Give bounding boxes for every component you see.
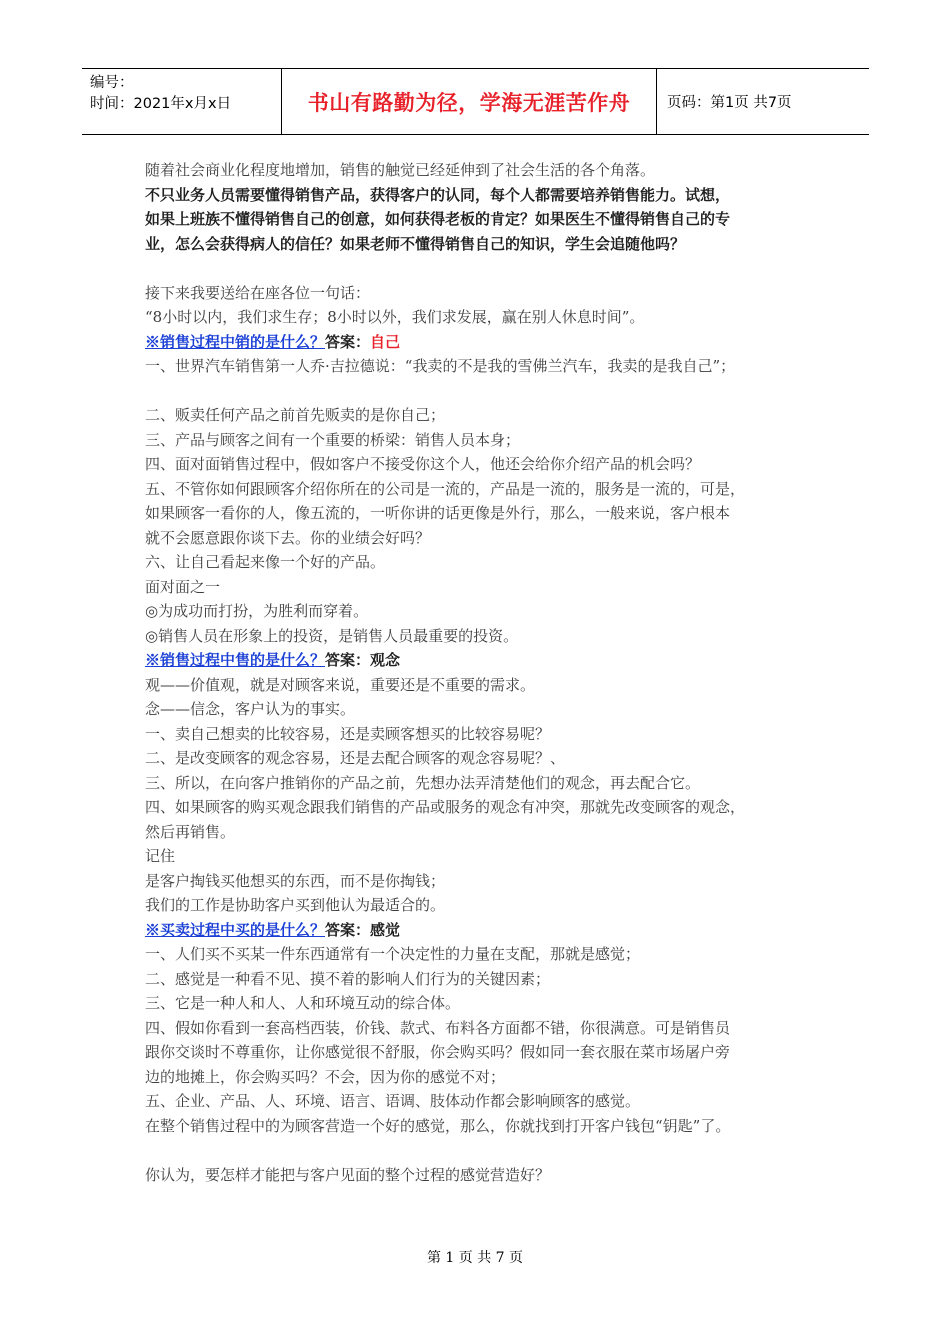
paragraph: 面对面之一 bbox=[145, 577, 221, 596]
paragraph: 二、感觉是一种看不见、摸不着的影响人们行为的关键因素； bbox=[145, 969, 551, 988]
question-heading-2 bbox=[145, 648, 815, 673]
paragraph: 三、它是一种人和人、人和环境互动的综合体。 bbox=[145, 994, 461, 1012]
blank-line bbox=[145, 379, 815, 404]
paragraph: 二、是改变顾客的观念容易，还是去配合顾客的观念容易呢？、 bbox=[145, 749, 566, 767]
paragraph: 我们的工作是协助客户买到他认为最适合的。 bbox=[145, 896, 446, 914]
answer-label: 答案：感觉 bbox=[325, 920, 401, 939]
paragraph: 记住 bbox=[145, 847, 176, 865]
blank-line bbox=[145, 1138, 815, 1163]
paragraph: 二、贩卖任何产品之前首先贩卖的是你自己； bbox=[145, 406, 446, 424]
header-meta-cell bbox=[82, 69, 282, 134]
paragraph: 一、世界汽车销售第一人乔·吉拉德说：“我卖的不是我的雪佛兰汽车，我卖的是我自己”； bbox=[145, 357, 736, 375]
paragraph: 随着社会商业化程度地增加，销售的触觉已经延伸到了社会生活的各个角落。 bbox=[145, 161, 656, 179]
paragraph: 三、产品与顾客之间有一个重要的桥梁：销售人员本身； bbox=[145, 430, 521, 449]
paragraph: ◎销售人员在形象上的投资，是销售人员最重要的投资。 bbox=[145, 626, 519, 645]
paragraph: 四、如果顾客的购买观念跟我们销售的产品或服务的观念有冲突，那就先改变顾客的观念， bbox=[145, 798, 746, 816]
paragraph: 五、企业、产品、人、环境、语言、语调、肢体动作都会影响顾客的感觉。 bbox=[145, 1092, 641, 1110]
paragraph: 然后再销售。 bbox=[145, 822, 236, 841]
page-number-cell bbox=[657, 69, 869, 134]
paragraph: 边的地摊上，你会购买吗？不会，因为你的感觉不对； bbox=[145, 1067, 506, 1086]
number-label: 编号： bbox=[90, 75, 134, 91]
paragraph: ◎为成功而打扮，为胜利而穿着。 bbox=[145, 602, 369, 620]
answer-label: 答案： bbox=[325, 332, 371, 351]
paragraph: 三、所以，在向客户推销你的产品之前，先想办法弄清楚他们的观念，再去配合它。 bbox=[145, 773, 701, 792]
blank-line bbox=[145, 256, 815, 281]
page-footer bbox=[0, 1247, 950, 1267]
paragraph: 观——价值观，就是对顾客来说，重要还是不重要的需求。 bbox=[145, 675, 536, 694]
paragraph: 五、不管你如何跟顾客介绍你所在的公司是一流的，产品是一流的，服务是一流的，可是， bbox=[145, 479, 746, 498]
answer-value: 自己 bbox=[370, 332, 401, 351]
paragraph: 一、卖自己想卖的比较容易，还是卖顾客想买的比较容易呢？ bbox=[145, 724, 551, 743]
question-heading-3 bbox=[145, 918, 815, 943]
answer-label: 答案：观念 bbox=[325, 651, 401, 669]
time-label: 时间：2021年x月x日 bbox=[90, 96, 232, 112]
bold-paragraph: 业，怎么会获得病人的信任？如果老师不懂得销售自己的知识，学生会追随他吗？ bbox=[145, 234, 686, 253]
paragraph: 就不会愿意跟你谈下去。你的业绩会好吗？ bbox=[145, 528, 431, 547]
paragraph: 如果顾客一看你的人，像五流的，一听你讲的话更像是外行，那么，一般来说，客户根本 bbox=[145, 504, 731, 522]
motto-cell bbox=[282, 69, 657, 134]
bold-paragraph: 不只业务人员需要懂得销售产品，获得客户的认同，每个人都需要培养销售能力。试想， bbox=[145, 185, 731, 204]
paragraph: 你认为，要怎样才能把与客户见面的整个过程的感觉营造好？ bbox=[145, 1165, 551, 1184]
paragraph: 四、假如你看到一套高档西装，价钱、款式、布料各方面都不错，你很满意。可是销售员 bbox=[145, 1018, 731, 1037]
bold-paragraph: 如果上班族不懂得销售自己的创意，如何获得老板的肯定？如果医生不懂得销售自己的专 bbox=[145, 210, 731, 228]
paragraph: 在整个销售过程中的为顾客营造一个好的感觉，那么，你就找到打开客户钱包“钥匙”了。 bbox=[145, 1116, 731, 1135]
paragraph: 是客户掏钱买他想买的东西，而不是你掏钱； bbox=[145, 871, 446, 890]
paragraph: 跟你交谈时不尊重你，让你感觉很不舒服，你会购买吗？假如同一套衣服在菜市场屠户旁 bbox=[145, 1043, 731, 1061]
question-link-1[interactable]: ※销售过程中销的是什么？ bbox=[145, 332, 326, 351]
paragraph: 接下来我要送给在座各位一句话： bbox=[145, 283, 371, 302]
paragraph: 一、人们买不买某一件东西通常有一个决定性的力量在支配，那就是感觉； bbox=[145, 945, 641, 963]
page-number-label: 页码：第1页 共7页 bbox=[667, 95, 792, 111]
header-table bbox=[82, 68, 869, 135]
paragraph: 念——信念，客户认为的事实。 bbox=[145, 700, 356, 718]
question-heading-1 bbox=[145, 330, 815, 355]
question-link-2[interactable]: ※销售过程中售的是什么？ bbox=[145, 651, 326, 669]
paragraph: 六、让自己看起来像一个好的产品。 bbox=[145, 553, 386, 571]
question-link-3[interactable]: ※买卖过程中买的是什么？ bbox=[145, 920, 326, 939]
paragraph: 四、面对面销售过程中，假如客户不接受你这个人，他还会给你介绍产品的机会吗？ bbox=[145, 455, 701, 473]
motto-text: 书山有路勤为径，学海无涯苦作舟 bbox=[307, 90, 631, 115]
document-body bbox=[145, 158, 815, 1187]
footer-page-number: 第 1 页 共 7 页 bbox=[426, 1250, 524, 1266]
paragraph: “8小时以内，我们求生存；8小时以外，我们求发展，赢在别人休息时间”。 bbox=[145, 308, 645, 326]
